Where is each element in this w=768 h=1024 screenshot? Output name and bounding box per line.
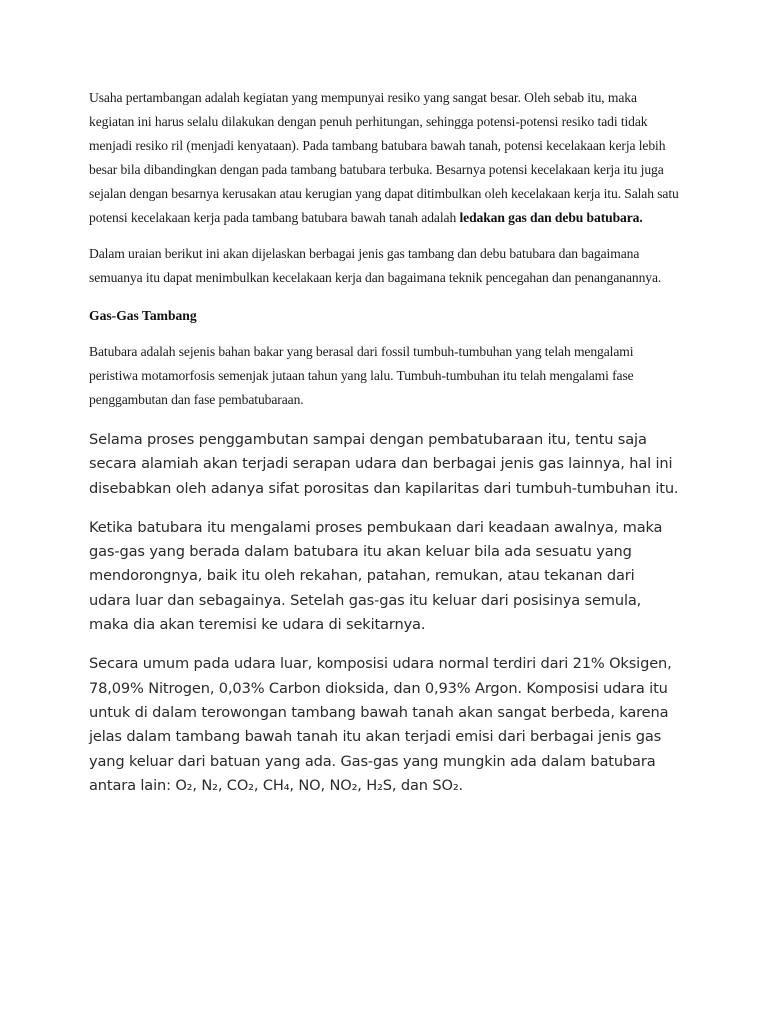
air-composition-paragraph: Secara umum pada udara luar, komposisi udara normal terdiri dari 21% Oksigen, 78,09% Nitrogen, 0,03% Carbon dioksida, dan 0,93% Argon. Komposisi udara itu untuk di dalam terowongan tambang bawah tanah akan sangat berbeda, karena jelas dalam tambang bawah tanah itu akan terjadi emisi dari berbagai jenis gas yang keluar dari batuan yang ada. Gas-gas yang mungkin ada dalam batubara antara lain: O₂, N₂, CO₂, CH₄, NO, NO₂, H₂S, dan SO₂. <box>89 655 672 794</box>
gas-absorption-paragraph: Selama proses penggambutan sampai dengan pembatubaraan itu, tentu saja secara alamiah akan terjadi serapan udara dan berbagai jenis gas lainnya, hal ini disebabkan oleh adanya sifat porositas dan kapilaritas dari tumbuh-tumbuhan itu. <box>89 431 679 497</box>
intro-text: Usaha pertambangan adalah kegiatan yang mempunyai resiko yang sangat besar. Oleh sebab itu, maka kegiatan ini harus selalu dilakukan dengan penuh perhitungan, sehingga potensi-potensi resiko tadi tidak menjadi resiko ril (menjadi kenyataan). Pada tambang batubara bawah tanah, potensi kecelakaan kerja lebih besar bila dibandingkan dengan pada tambang batubara terbuka. Besarnya potensi kecelakaan kerja itu juga sejalan dengan besarnya kerusakan atau kerugian yang dapat ditimbulkan oleh kecelakaan kerja itu. Salah satu potensi kecelakaan kerja pada tambang batubara bawah tanah adalah <box>89 90 679 225</box>
gas-emission-paragraph: Ketika batubara itu mengalami proses pembukaan dari keadaan awalnya, maka gas-gas yang berada dalam batubara itu akan keluar bila ada sesuatu yang mendorongnya, baik itu oleh rekahan, patahan, remukan, atau tekanan dari udara luar dan sebagainya. Setelah gas-gas itu keluar dari posisinya semula, maka dia akan teremisi ke udara di sekitarnya. <box>89 518 663 634</box>
document-page <box>89 86 679 813</box>
intro-bold-text: ledakan gas dan debu batubara. <box>459 210 643 225</box>
intro-paragraph <box>89 86 679 230</box>
coal-origin-paragraph: Batubara adalah sejenis bahan bakar yang berasal dari fossil tumbuh-tumbuhan yang telah mengalami peristiwa motamorfosis semenjak jutaan tahun yang lalu. Tumbuh-tumbuhan itu telah mengalami fase penggambutan dan fase pembatubaraan. <box>89 344 634 407</box>
overview-paragraph: Dalam uraian berikut ini akan dijelaskan berbagai jenis gas tambang dan debu batubara dan bagaimana semuanya itu dapat menimbulkan kecelakaan kerja dan bagaimana teknik pencegahan dan penanganannya. <box>89 246 662 285</box>
section-heading: Gas-Gas Tambang <box>89 308 197 323</box>
